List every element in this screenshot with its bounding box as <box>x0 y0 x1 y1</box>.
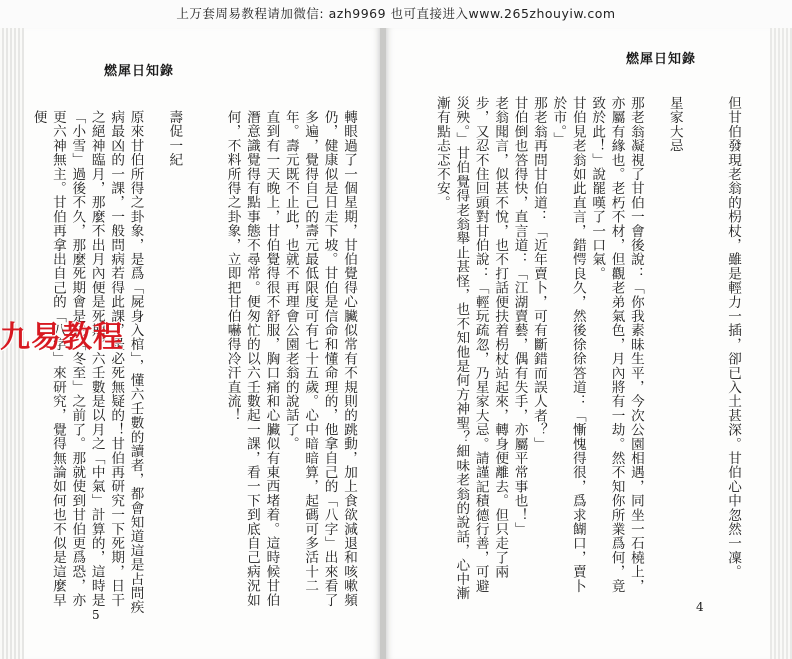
page-stack-edge-right <box>770 28 792 659</box>
left-page-body: 轉眼過了一個星期，甘伯覺得心臟似常有不規則的跳動，加上食欲減退和咳嗽頻仍，健康似是日走下坡。甘伯是信命和懂命理的，他拿自己的「八字」出來看了多遍，覺得自己的壽元最低限度可有七十五歲。心中暗暗算，起碼可多活十二年。壽元既不止此，也就不再理會公園老翁的說話了。 直到有一天晚上，甘伯覺得很不舒服，胸口痛和心臟似有東西堵着。這時候甘伯潛意識覺得有點事態不尋常。便匆忙的以六壬數起一課，看一下到底自己病況如何，不料所得之卦象，立即把甘伯嚇得冷汗直流！ 壽促一紀 原來甘伯所得之卦象，是爲「屍身入棺」，懂六壬數的讀者，都會知道這是占問疾病最凶的一課，一般問病若得此課，是必死無疑的！甘伯再研究一下死期，日干之絕神臨月，那麼不出月內便是死期。六壬數是以月之「中氣」計算的，這時是「小雪」過後不久，那麼死期會是在「冬至」之前了。那就使到甘伯更爲恐，亦更六神無主。甘伯再拿出自己的「八字」來研究，覺得無論如何也不似是這麼早便 <box>30 110 357 615</box>
page-number-left: 5 <box>92 608 100 622</box>
page-number-right: 4 <box>696 600 704 614</box>
right-page-body: 但甘伯發現老翁的枴杖，雖是輕力一插，卻已入土甚深。甘伯心中忽然一凜。 星家大忌 那老翁凝視了甘伯一會後說：「你我素昧生平，今次公園相遇，同坐一石橈上，亦屬有緣也。老朽不材，但觀老弟氣色，月內將有一劫。然不知你所業爲何，竟致於此！」說罷嘆了一口氣。 甘伯見老翁如此直言，錯愕良久，然後徐徐答道：「慚愧得很，爲求餬口，賣卜於市。」 那老翁再問甘伯道：「近年賣卜，可有斷錯而誤人者？」 甘伯倒也答得快，直言道：「江湖賣藝，偶有失手，亦屬平常事也！」 老翁聞言，似甚不悅，也不打話便扶着枴杖站起來，轉身便離去。但只走了兩步，又忍不住回頭對甘伯說：「輕玩疏忽，乃星家大忌。請謹記積德行善，可避災殃。」甘伯覺得老翁舉止甚怪，也不知他是何方神聖？細味老翁的說話，心中漸漸有點忐忑不安。 <box>433 96 741 601</box>
top-watermark-bar <box>0 0 792 29</box>
watermark-logo: 九易教程 <box>0 320 124 355</box>
page-header-left: 燃犀日知錄 <box>104 64 175 79</box>
right-page <box>386 28 770 659</box>
top-watermark-text: 上万套周易教程请加微信: azh9969 也可直接进入www.265zhouyiw.com <box>176 6 616 21</box>
page-header-right: 燃犀日知錄 <box>626 52 697 67</box>
